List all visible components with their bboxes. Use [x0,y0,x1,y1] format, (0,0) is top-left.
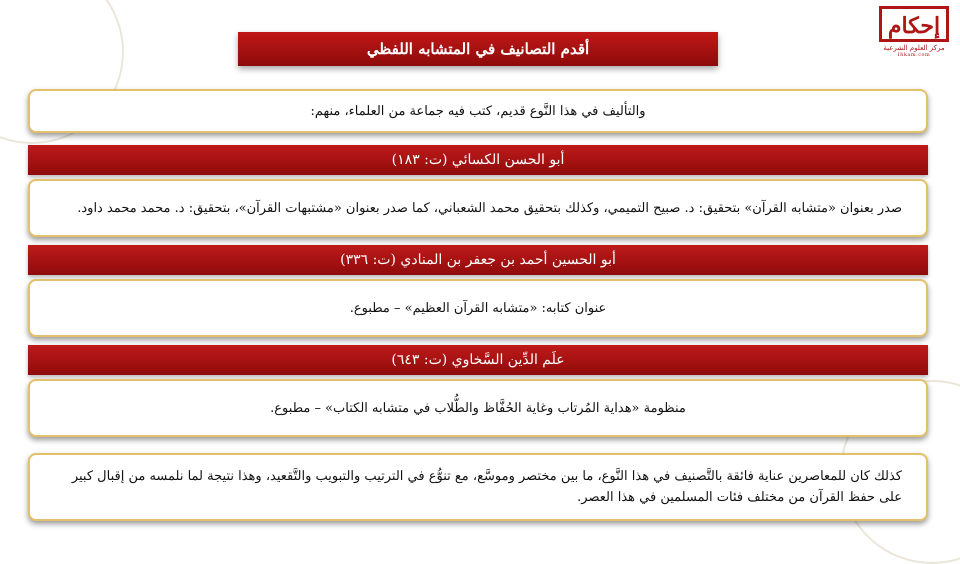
slide-title: أقدم التصانيف في المتشابه اللفظي [238,32,718,66]
intro-card [28,89,928,133]
logo-frame [879,6,949,42]
scholar-header-sakhawi: علَم الدِّين السَّخاوي (ت: ٦٤٣) [28,345,928,375]
scholar-detail-card [28,279,928,337]
intro-text: والتأليف في هذا النَّوع قديم، كتب فيه جماعة من العلماء، منهم: [310,103,646,119]
scholar-header-kisai: أبو الحسن الكسائي (ت: ١٨٣) [28,145,928,175]
conclusion-card [28,453,928,521]
brand-logo [874,6,954,60]
scholar-detail-text: منظومة «هداية المُرتاب وغاية الحُفَّاظ والطُّلاب في متشابه الكتاب» – مطبوع. [270,400,686,416]
scholar-detail-card [28,179,928,237]
conclusion-text: كذلك كان للمعاصرين عناية فائقة بالتَّصنيف في هذا النَّوع، ما بين مختصر وموسَّع، مع تنوُّع في الترتيب والتبويب والتَّقعيد، وهذا نتيجة لما نلمسه من إقبال كبير على حفظ القرآن من مختلف فئات المسلمين في هذا العصر. [71,469,902,505]
logo-word: إحكام [887,13,941,39]
scholar-detail-text: عنوان كتابه: «متشابه القرآن العظيم» – مطبوع. [349,300,607,316]
scholar-detail-card [28,379,928,437]
logo-subtitle: مركز العلوم الشرعية [883,44,945,52]
scholar-header-ibn-almunadi: أبو الحسين أحمد بن جعفر بن المنادي (ت: ٣٣٦) [28,245,928,275]
logo-roof [879,6,949,15]
logo-url: Ihkam.com [897,52,931,58]
scholar-detail-text: صدر بعنوان «متشابه القرآن» بتحقيق: د. صبيح التميمي، وكذلك بتحقيق محمد الشعباني، كما صدر بعنوان «مشتبهات القرآن»، بتحقيق: د. محمد محمد داود. [77,200,902,216]
